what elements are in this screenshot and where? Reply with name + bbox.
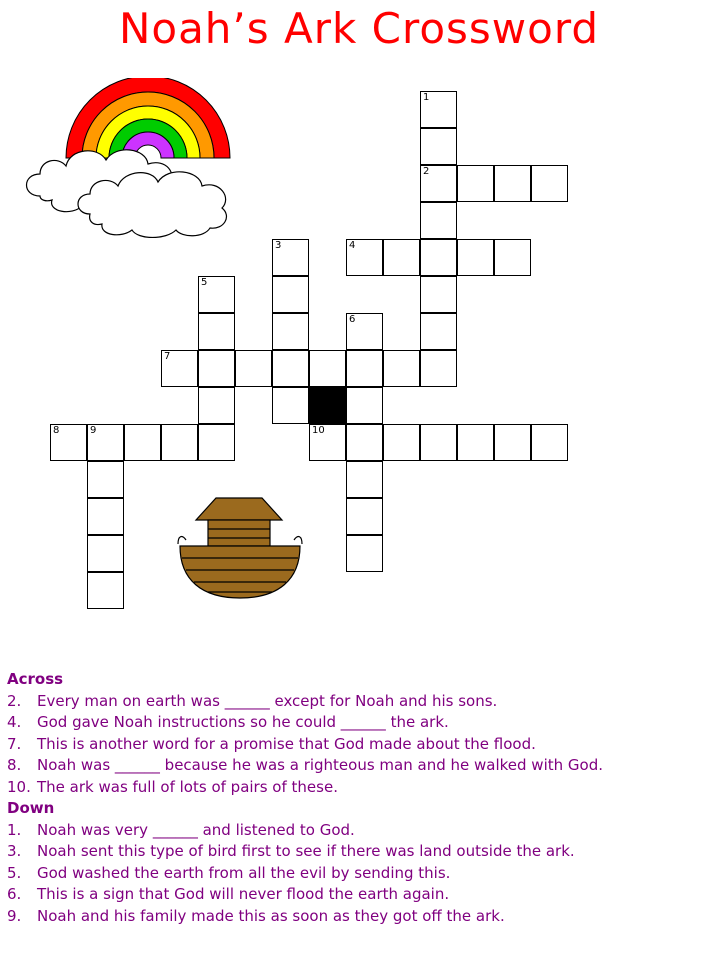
clue-number: 7.	[7, 734, 22, 753]
across-heading: Across	[7, 670, 64, 688]
crossword-cell-9-down[interactable]	[87, 424, 124, 461]
clue-number: 9.	[7, 906, 22, 925]
clue-text: The ark was full of lots of pairs of these.	[37, 777, 338, 796]
clue-number: 8	[53, 425, 60, 436]
crossword-cell[interactable]	[494, 424, 531, 461]
clue-number: 4.	[7, 713, 22, 731]
crossword-cell-2-across[interactable]	[420, 165, 457, 202]
crossword-cell[interactable]	[346, 461, 383, 498]
clue-text: God washed the earth from all the evil by sending this.	[37, 863, 451, 882]
crossword-cell[interactable]	[494, 239, 531, 276]
clue-number: 9	[90, 425, 97, 436]
crossword-cell[interactable]	[124, 424, 161, 461]
crossword-cell[interactable]	[494, 165, 531, 202]
clue-number: 4	[349, 240, 356, 251]
crossword-cell[interactable]	[272, 387, 309, 424]
clue-number: 2.	[7, 691, 22, 710]
down-clue	[7, 863, 707, 885]
crossword-cell[interactable]	[346, 535, 383, 572]
crossword-cell[interactable]	[420, 239, 457, 276]
crossword-cell[interactable]	[420, 424, 457, 461]
clues-section	[7, 669, 707, 927]
crossword-cell[interactable]	[198, 350, 235, 387]
crossword-cell[interactable]	[198, 424, 235, 461]
clue-text: This is another word for a promise that God made about the flood.	[37, 734, 536, 753]
crossword-cell-7-across[interactable]	[161, 350, 198, 387]
clue-text: Noah was ______ because he was a righteous man and he walked with God.	[37, 756, 603, 774]
crossword-cell-4-across[interactable]	[346, 239, 383, 276]
crossword-cell[interactable]	[346, 350, 383, 387]
crossword-cell[interactable]	[161, 424, 198, 461]
crossword-cell[interactable]	[87, 535, 124, 572]
crossword-cell-8-across[interactable]	[50, 424, 87, 461]
crossword-cell[interactable]	[87, 498, 124, 535]
clue-number: 2	[423, 166, 430, 177]
clue-number: 6	[349, 314, 356, 325]
clue-text: Noah and his family made this as soon as they got off the ark.	[37, 906, 505, 925]
clue-text: God gave Noah instructions so he could ______ the ark.	[37, 713, 449, 731]
clue-number: 8.	[7, 756, 22, 774]
crossword-cell[interactable]	[420, 202, 457, 239]
crossword-cell[interactable]	[309, 350, 346, 387]
crossword-cell[interactable]	[531, 424, 568, 461]
clue-number: 7	[164, 351, 171, 362]
across-clue	[7, 712, 707, 734]
crossword-cell[interactable]	[420, 128, 457, 165]
clue-text: This is a sign that God will never flood the earth again.	[37, 885, 450, 903]
clue-number: 1	[423, 92, 430, 103]
crossword-cell[interactable]	[235, 350, 272, 387]
clue-number: 6.	[7, 885, 22, 903]
clue-number: 10	[312, 425, 325, 436]
crossword-cell[interactable]	[420, 276, 457, 313]
crossword-cell[interactable]	[198, 313, 235, 350]
clue-text: Noah was very ______ and listened to God.	[37, 820, 355, 839]
crossword-cell[interactable]	[531, 165, 568, 202]
crossword-cell[interactable]	[87, 461, 124, 498]
crossword-cell[interactable]	[198, 387, 235, 424]
crossword-cell[interactable]	[383, 424, 420, 461]
clue-text: Noah sent this type of bird first to see if there was land outside the ark.	[37, 842, 575, 860]
down-clue	[7, 841, 707, 863]
clue-number: 3	[275, 240, 282, 251]
across-clue	[7, 777, 707, 799]
crossword-cell[interactable]	[383, 239, 420, 276]
clue-number: 5	[201, 277, 208, 288]
clue-number: 1.	[7, 820, 22, 839]
down-clue	[7, 884, 707, 906]
crossword-cell[interactable]	[272, 276, 309, 313]
black-square	[309, 387, 346, 424]
crossword-cell[interactable]	[457, 239, 494, 276]
crossword-cell[interactable]	[346, 498, 383, 535]
crossword-cell[interactable]	[457, 165, 494, 202]
clue-number: 5.	[7, 863, 22, 882]
clue-text: Every man on earth was ______ except for Noah and his sons.	[37, 691, 498, 710]
clue-number: 10.	[7, 777, 31, 796]
crossword-cell-5-down[interactable]	[198, 276, 235, 313]
crossword-cell[interactable]	[346, 387, 383, 424]
crossword-cell[interactable]	[383, 350, 420, 387]
down-clue	[7, 820, 707, 842]
crossword-cell[interactable]	[346, 424, 383, 461]
crossword-cell[interactable]	[272, 350, 309, 387]
crossword-cell[interactable]	[420, 313, 457, 350]
clue-number: 3.	[7, 842, 22, 860]
crossword-cell-10-across[interactable]	[309, 424, 346, 461]
crossword-cell[interactable]	[272, 313, 309, 350]
across-clue	[7, 691, 707, 713]
crossword-cell-3-down[interactable]	[272, 239, 309, 276]
across-clue	[7, 755, 707, 777]
page-title: Noah’s Ark Crossword	[118, 4, 600, 53]
crossword-cell-6-down[interactable]	[346, 313, 383, 350]
crossword-cell[interactable]	[87, 572, 124, 609]
across-clue	[7, 734, 707, 756]
crossword-cell[interactable]	[457, 424, 494, 461]
crossword-cell-1-down[interactable]	[420, 91, 457, 128]
crossword-cell[interactable]	[420, 350, 457, 387]
down-heading: Down	[7, 799, 55, 817]
down-clue	[7, 906, 707, 928]
